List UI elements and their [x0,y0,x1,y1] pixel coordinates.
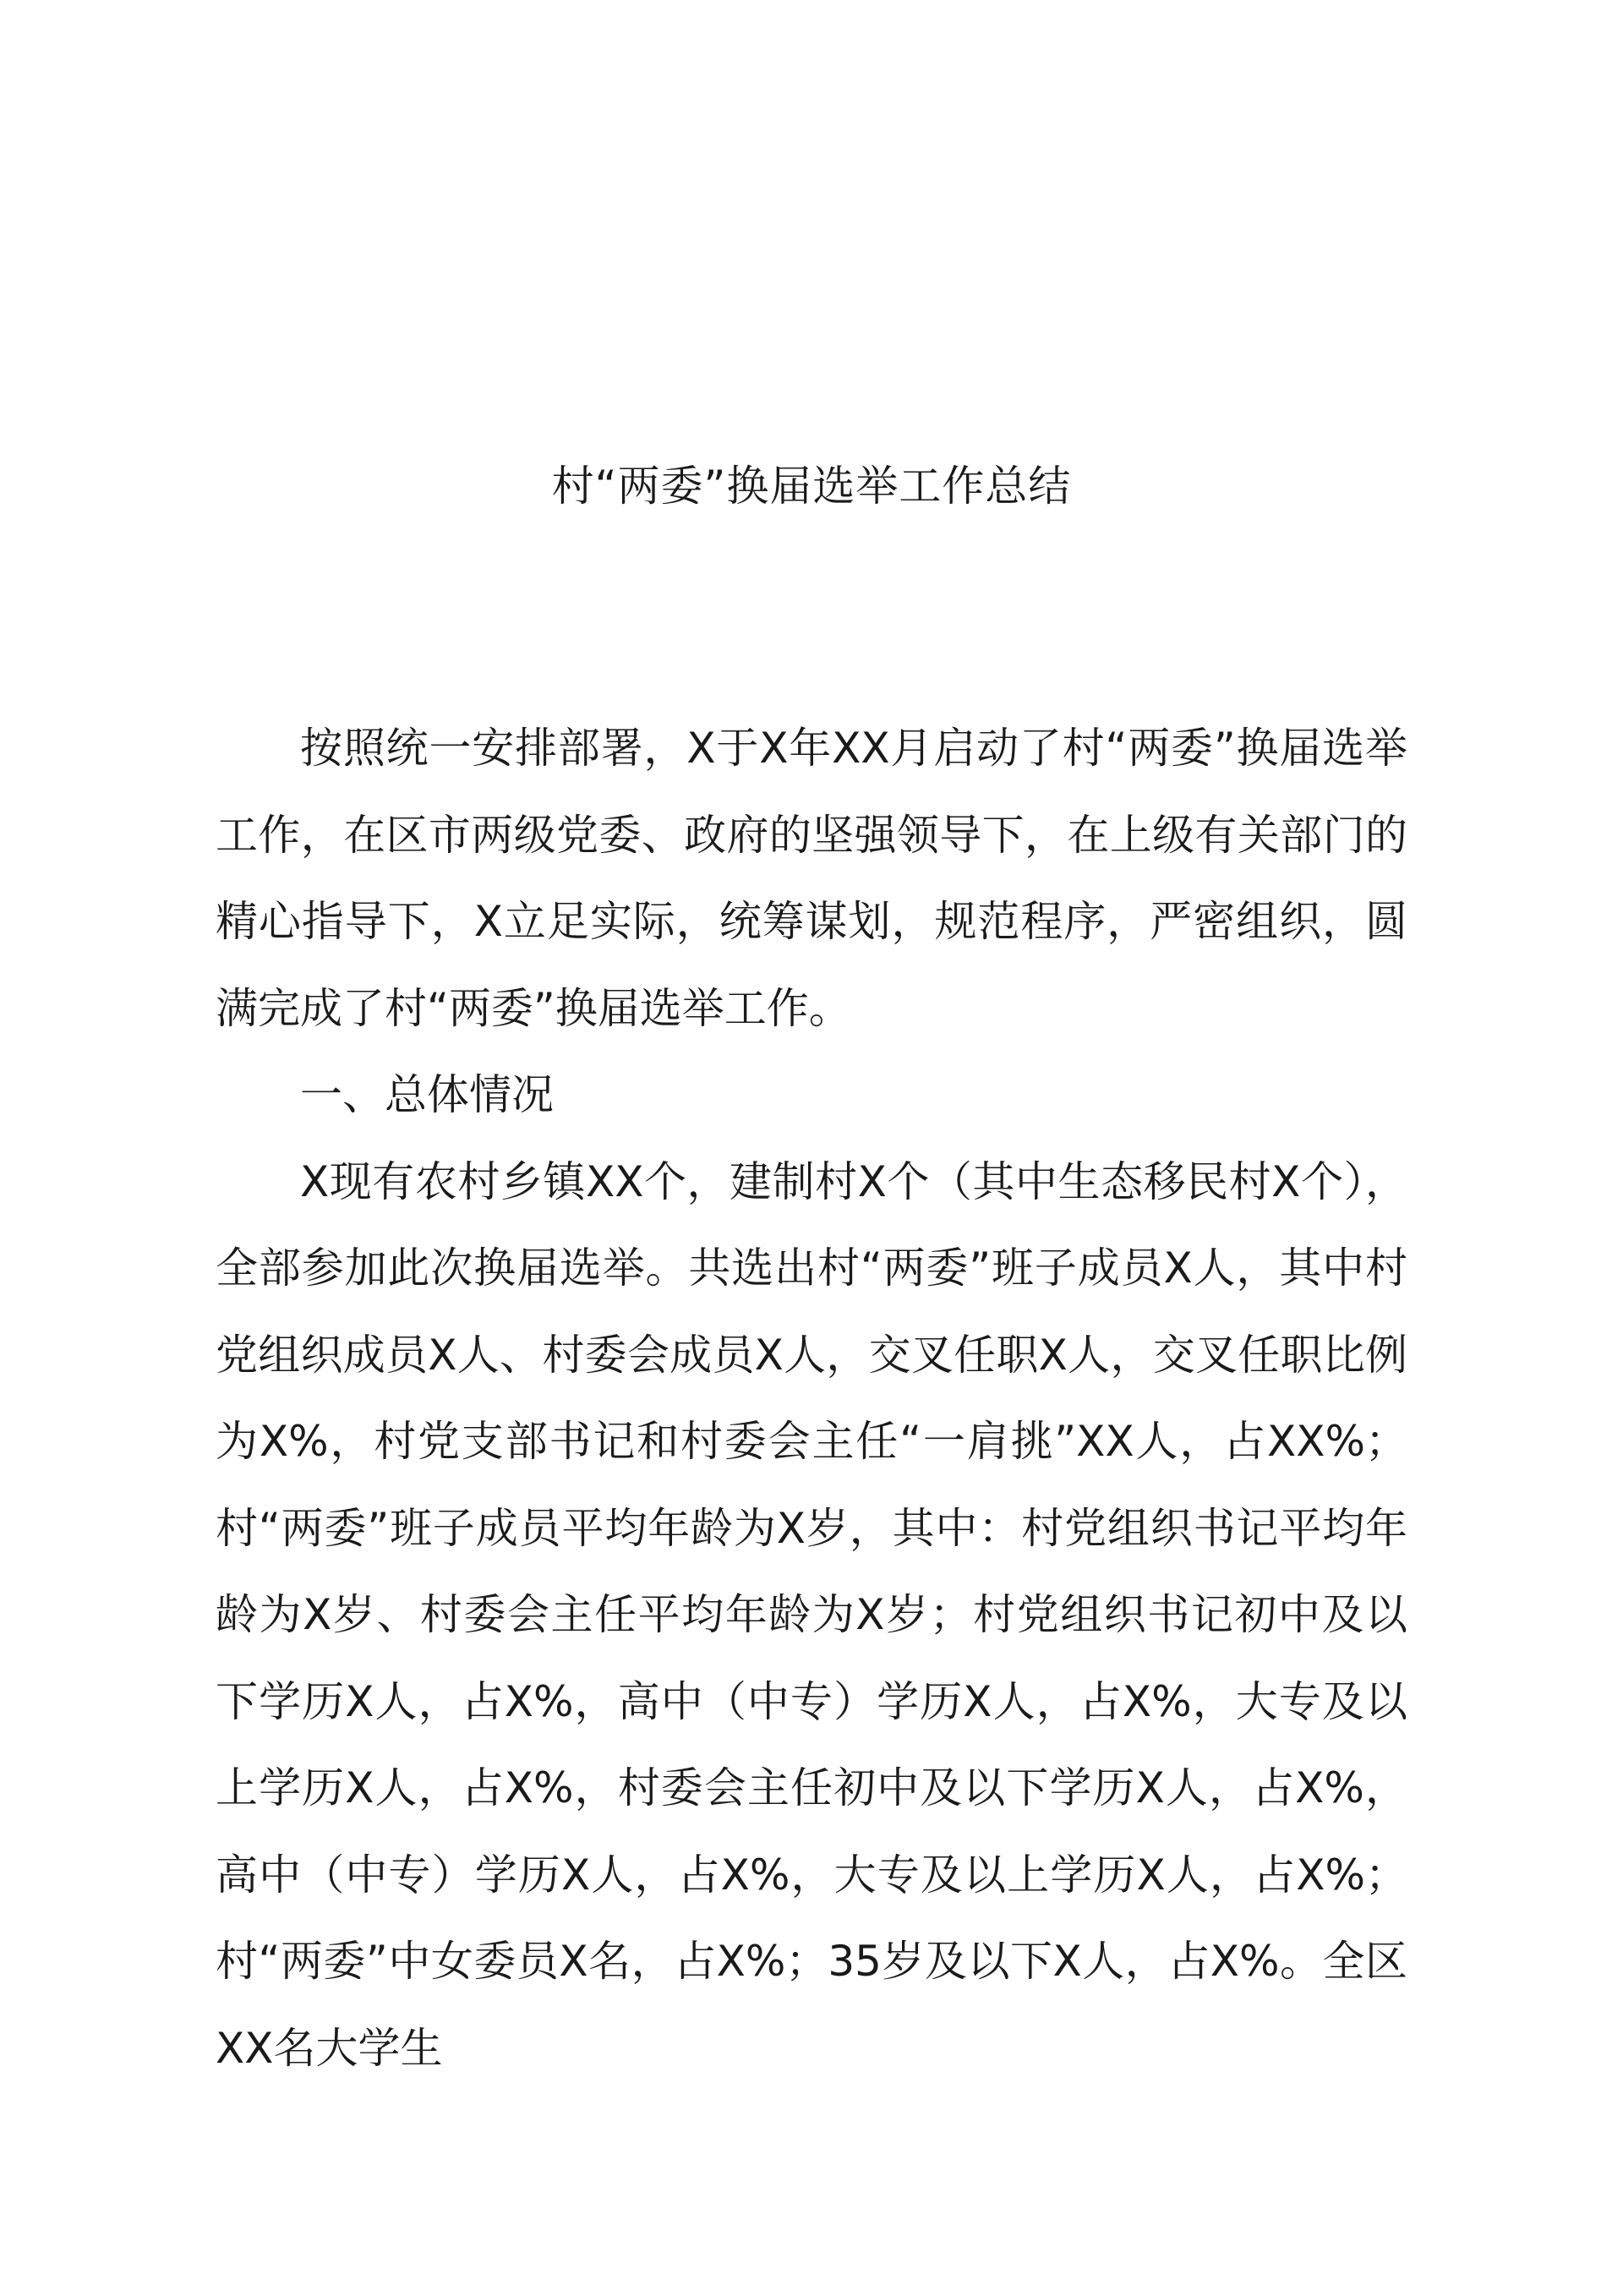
document-title: 村“两委”换届选举工作总结 [551,462,1072,511]
intro-paragraph: 按照统一安排部署，X于X年XX月启动了村“两委”换届选举工作，在区市两级党委、政府的坚强领导下，在上级有关部门的精心指导下，X立足实际，统筹谋划，规范程序，严密组织，圆满完成了村“两委”换届选举工作。 [216,724,1407,1033]
section-paragraph: X现有农村乡镇XX个，建制村X个（其中生态移民村X个），全部参加此次换届选举。共选出村“两委”班子成员X人，其中村党组织成员X人、村委会成员X人，交叉任职X人，交叉任职比例为X%，村党支部书记和村委会主任“一肩挑”XX人，占XX%；村“两委”班子成员平均年龄为X岁，其中：村党组织书记平均年龄为X岁、村委会主任平均年龄为X岁；村党组织书记初中及以下学历X人，占X%，高中（中专）学历X人，占X%，大专及以上学历X人，占X%，村委会主任初中及以下学历X人，占X%，高中（中专）学历X人，占X%，大专及以上学历X人，占X%；村“两委”中女委员X名，占X%；35岁及以下X人，占X%。全区XX名大学生 [216,1156,1407,2073]
document-body [216,705,1407,2091]
section-heading: 一、总体情况 [300,1070,554,1119]
